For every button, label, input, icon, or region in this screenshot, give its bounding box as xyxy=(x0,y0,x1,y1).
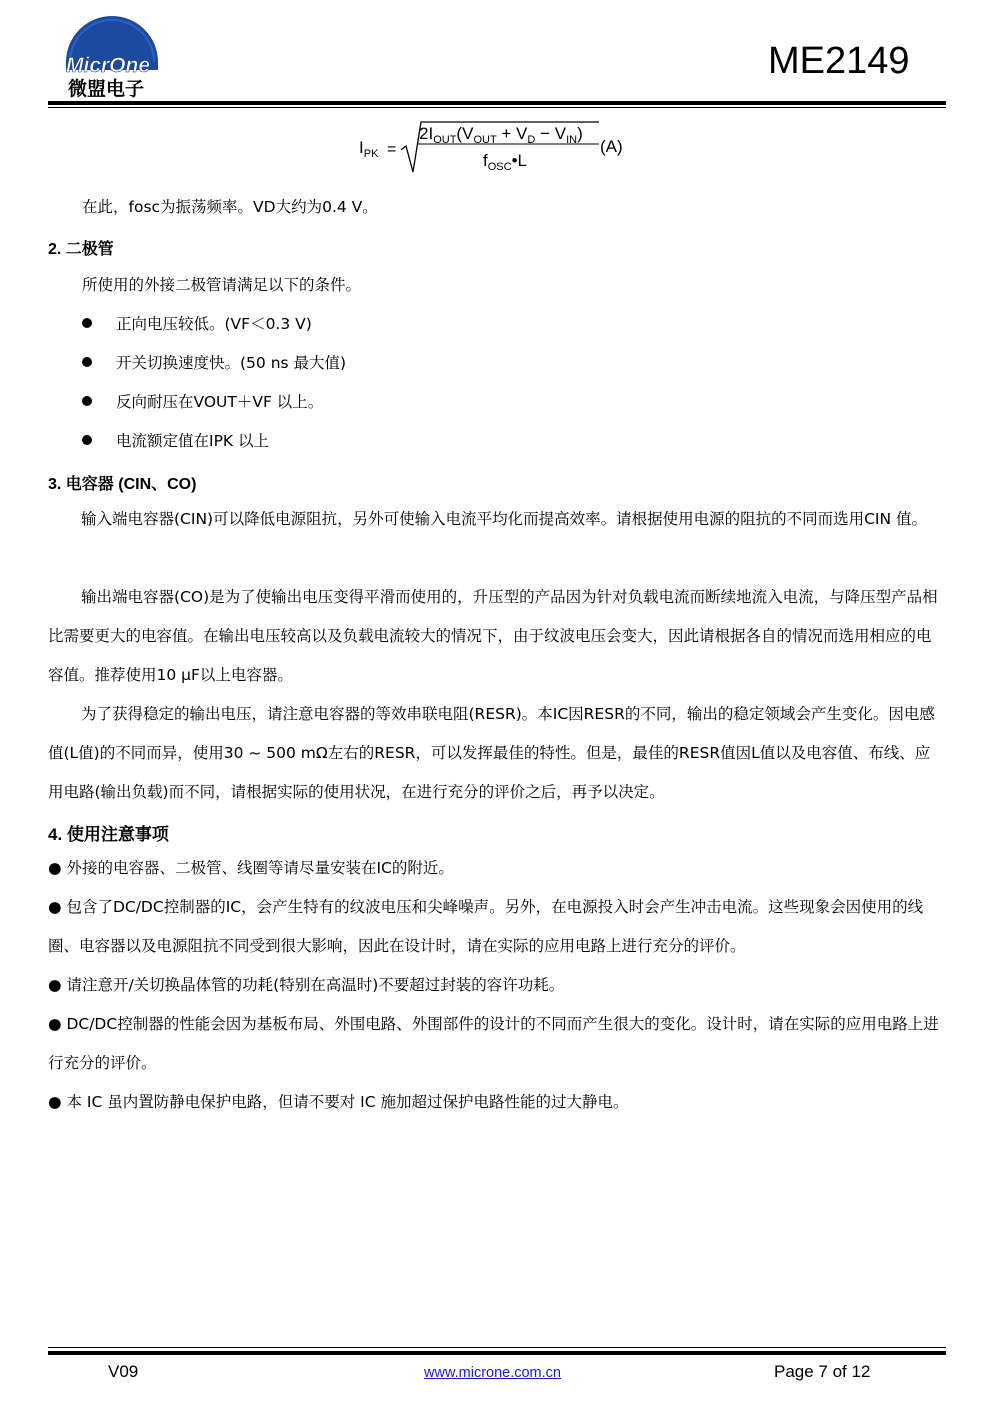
logo-brand-text: MicrOne xyxy=(66,54,151,77)
bullet-dot xyxy=(82,435,92,445)
formula-unit: (A) xyxy=(600,137,623,156)
svg-text:IPK xyxy=(359,138,379,160)
formula-lhs: I xyxy=(359,138,364,157)
footer-version: V09 xyxy=(108,1362,139,1381)
bullet-dot xyxy=(82,396,92,406)
svg-text:=: = xyxy=(387,141,397,158)
bullet-dot xyxy=(82,357,92,367)
section-3-paragraph: 输入端电容器(CIN)可以降低电源阻抗，另外可使输入电流平均化而提高效率。请根据使用电源的阻抗的不同而选用CIN 值。 xyxy=(81,510,928,528)
usage-note: ● 本 IC 虽内置防静电保护电路，但请不要对 IC 施加超过保护电路性能的过大静电。 xyxy=(48,1093,629,1111)
diode-condition-item: 电流额定值在IPK 以上 xyxy=(82,431,269,451)
footer-rule-thick xyxy=(48,1351,946,1355)
svg-text:fOSC•L: $f_{OSC}•L$ xyxy=(483,151,527,173)
formula-den-l: •L xyxy=(511,151,527,170)
peak-current-formula xyxy=(355,114,645,176)
diode-condition-item: 正向电压较低。(VF＜0.3 V) xyxy=(82,314,312,334)
logo-chinese-text: 微盟电子 xyxy=(68,78,145,100)
section-3-paragraph: 为了获得稳定的输出电压，请注意电容器的等效串联电阻(RESR)。本IC因RESR的不同，输出的稳定领域会产生变化。因电感值(L值)的不同而异，使用30 ~ 500 mΩ左右的RESR，可以发挥最佳的特性。但是，最佳的RESR值因L值以及电容值、布线、应用电路(输出负载)而不同，请根据实际的使用状况，在进行充分的评价之后，再予以决定。 xyxy=(48,705,935,801)
intro-text: 在此，fosc为振荡频率。VD大约为0.4 V。 xyxy=(82,198,378,216)
usage-note: ● 包含了DC/DC控制器的IC，会产生特有的纹波电压和尖峰噪声。另外，在电源投入时会产生冲击电流。这些现象会因使用的线圈、电容器以及电源阻抗不同受到很大影响，因此在设计时，请在实际的应用电路上进行充分的评价。 xyxy=(48,898,924,955)
document-id: ME2149 xyxy=(768,40,910,82)
formula-num-sub: OUT xyxy=(433,134,457,146)
diode-condition-item: 反向耐压在VOUT＋VF 以上。 xyxy=(82,392,323,412)
formula-numerator: 2I xyxy=(419,124,434,143)
section-2-intro: 所使用的外接二极管请满足以下的条件。 xyxy=(82,276,362,294)
usage-note: ● DC/DC控制器的性能会因为基板布局、外围电路、外围部件的设计的不同而产生很大的变化。设计时，请在实际的应用电路上进行充分的评价。 xyxy=(48,1015,939,1072)
formula-vd: V xyxy=(516,124,528,143)
footer-rule-thin xyxy=(48,1347,946,1348)
header-rule-thin xyxy=(48,107,946,108)
formula-lhs-sub: PK xyxy=(363,148,379,160)
footer-page-number: Page 7 of 12 xyxy=(774,1362,871,1381)
section-2-heading: 2. 二极管 xyxy=(48,241,114,258)
svg-text:2IOUT(VOUT + VD − VIN): $2I_{OUT}(V_{OUT} + V_D - V_{IN})$ xyxy=(419,124,583,146)
section-3-heading: 3. 电容器 (CIN、CO) xyxy=(48,476,197,493)
formula-vout: V xyxy=(462,124,474,143)
header-rule-thick xyxy=(48,101,946,105)
section-3-paragraph: 输出端电容器(CO)是为了使输出电压变得平滑而使用的，升压型的产品因为针对负载电流而断续地流入电流，与降压型产品相比需要更大的电容值。在输出电压较高以及负载电流较大的情况下，由于纹波电压会变大，因此请根据各自的情况而选用相应的电容值。推荐使用10 μF以上电容器。 xyxy=(48,588,938,684)
bullet-dot xyxy=(82,318,92,328)
footer-website-link[interactable]: www.microne.com.cn xyxy=(424,1365,561,1381)
usage-note: ● 外接的电容器、二极管、线圈等请尽量安装在IC的附近。 xyxy=(48,859,454,877)
usage-note: ● 请注意开/关切换晶体管的功耗(特别在高温时)不要超过封装的容许功耗。 xyxy=(48,976,565,994)
formula-vin: V xyxy=(554,124,567,143)
company-logo xyxy=(62,12,162,104)
section-4-heading: 4. 使用注意事项 xyxy=(48,825,169,844)
diode-condition-item: 开关切换速度快。(50 ns 最大值) xyxy=(82,353,346,373)
formula-den-f: f xyxy=(483,151,488,170)
